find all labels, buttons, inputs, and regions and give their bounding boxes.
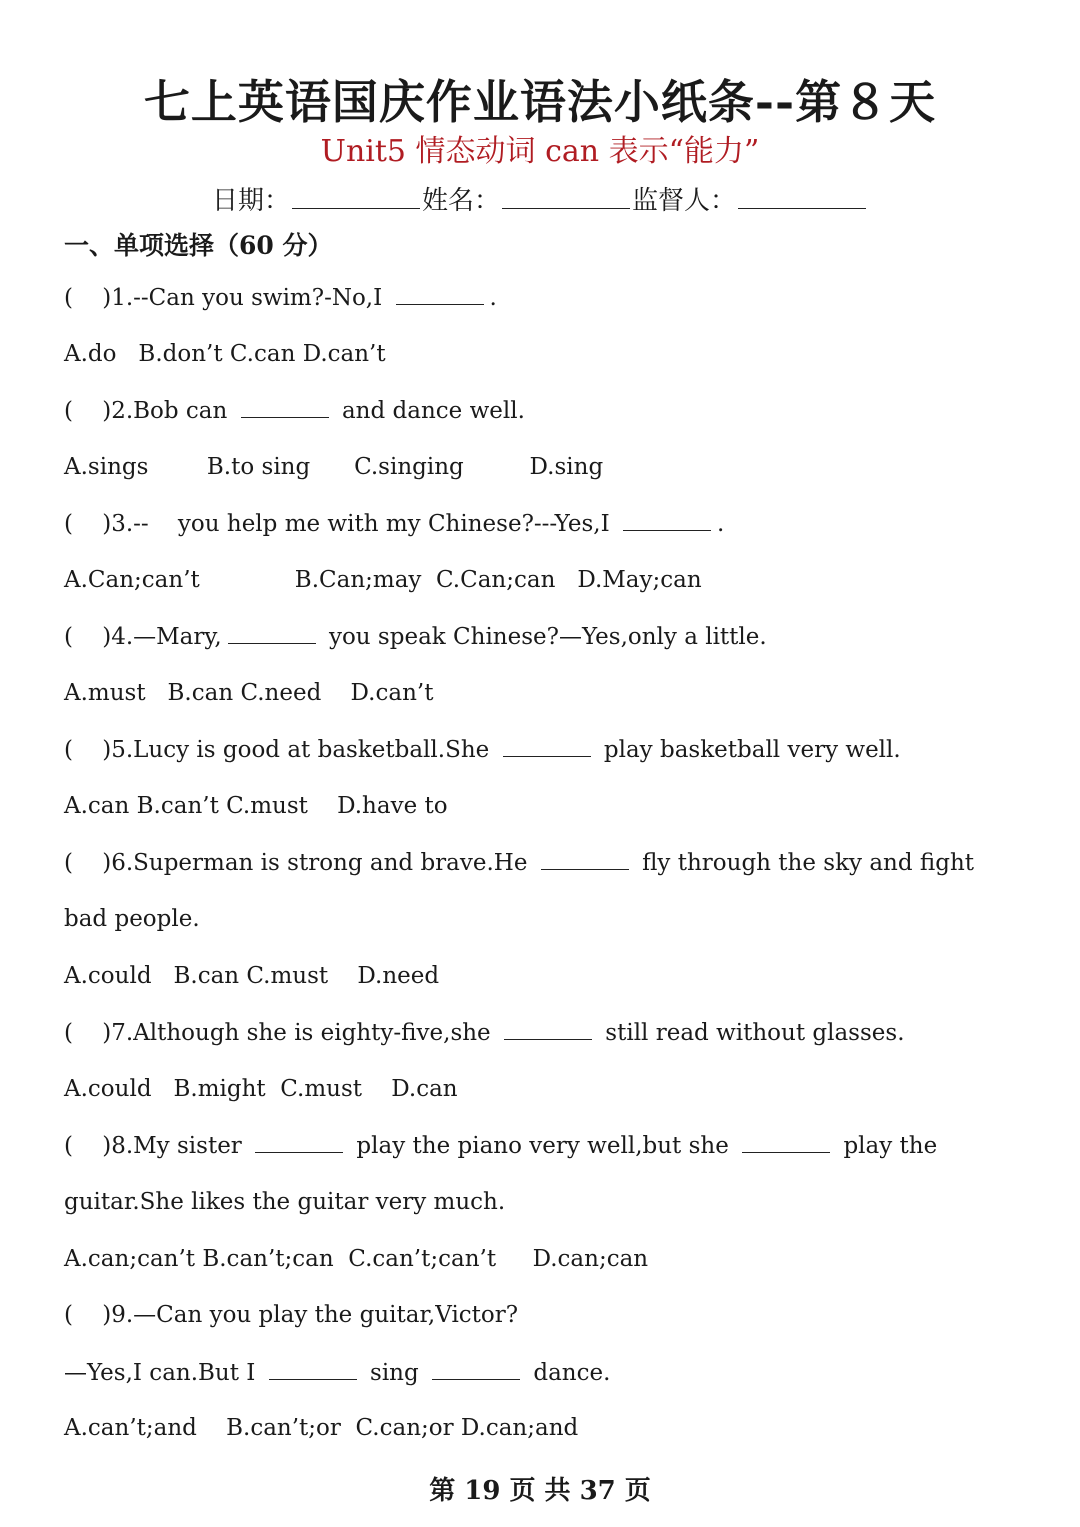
question-4: ( )4.—Mary, you speak Chinese?—Yes,only a little. <box>64 624 767 650</box>
answer-blank[interactable] <box>241 397 329 418</box>
options-2: A.sings B.to sing C.singing D.sing <box>64 454 604 480</box>
date-label: 日期： <box>211 186 290 216</box>
question-1: ( )1.--Can you swim?-No,I . <box>64 285 497 311</box>
answer-blank[interactable] <box>541 849 629 870</box>
options-7: A.could B.might C.must D.can <box>64 1076 458 1102</box>
question-7: ( )7.Although she is eighty-five,she still read without glasses. <box>64 1020 905 1046</box>
options-6: A.could B.can C.must D.need <box>64 963 440 989</box>
answer-blank[interactable] <box>742 1132 830 1153</box>
info-row <box>0 180 1080 217</box>
question-5: ( )5.Lucy is good at basketball.She play basketball very well. <box>64 737 901 763</box>
name-blank[interactable] <box>502 184 630 209</box>
question-3: ( )3.-- you help me with my Chinese?---Yes,I . <box>64 511 725 537</box>
options-3: A.Can;can’t B.Can;may C.Can;can D.May;can <box>64 567 702 593</box>
supervisor-label: 监督人： <box>632 186 737 216</box>
question-6-cont: bad people. <box>64 906 200 932</box>
name-label: 姓名： <box>421 186 500 216</box>
question-9-cont: —Yes,I can.But I sing dance. <box>64 1360 611 1386</box>
date-blank[interactable] <box>292 184 420 209</box>
section-title: 一、单项选择（60 分） <box>64 231 333 260</box>
question-9: ( )9.—Can you play the guitar,Victor? <box>64 1302 519 1328</box>
answer-blank[interactable] <box>269 1359 357 1380</box>
options-9: A.can’t;and B.can’t;or C.can;or D.can;and <box>64 1415 579 1441</box>
question-2: ( )2.Bob can and dance well. <box>64 398 525 424</box>
question-8: ( )8.My sister play the piano very well,but she play the <box>64 1133 938 1159</box>
options-1: A.do B.don’t C.can D.can’t <box>64 341 386 367</box>
answer-blank[interactable] <box>396 284 484 305</box>
answer-blank[interactable] <box>255 1132 343 1153</box>
question-8-cont: guitar.She likes the guitar very much. <box>64 1189 506 1215</box>
supervisor-blank[interactable] <box>738 184 866 209</box>
answer-blank[interactable] <box>503 736 591 757</box>
question-6: ( )6.Superman is strong and brave.He fly through the sky and fight <box>64 850 974 876</box>
page-footer: 第 19 页 共 37 页 <box>429 1476 651 1506</box>
options-4: A.must B.can C.need D.can’t <box>64 680 434 706</box>
answer-blank[interactable] <box>504 1019 592 1040</box>
answer-blank[interactable] <box>228 623 316 644</box>
page-subtitle: Unit5 情态动词 can 表示“能力” <box>320 134 760 169</box>
page-title: 七上英语国庆作业语法小纸条--第８天 <box>143 75 937 129</box>
answer-blank[interactable] <box>432 1359 520 1380</box>
options-8: A.can;can’t B.can’t;can C.can’t;can’t D.can;can <box>64 1246 649 1272</box>
options-5: A.can B.can’t C.must D.have to <box>64 793 448 819</box>
answer-blank[interactable] <box>623 510 711 531</box>
